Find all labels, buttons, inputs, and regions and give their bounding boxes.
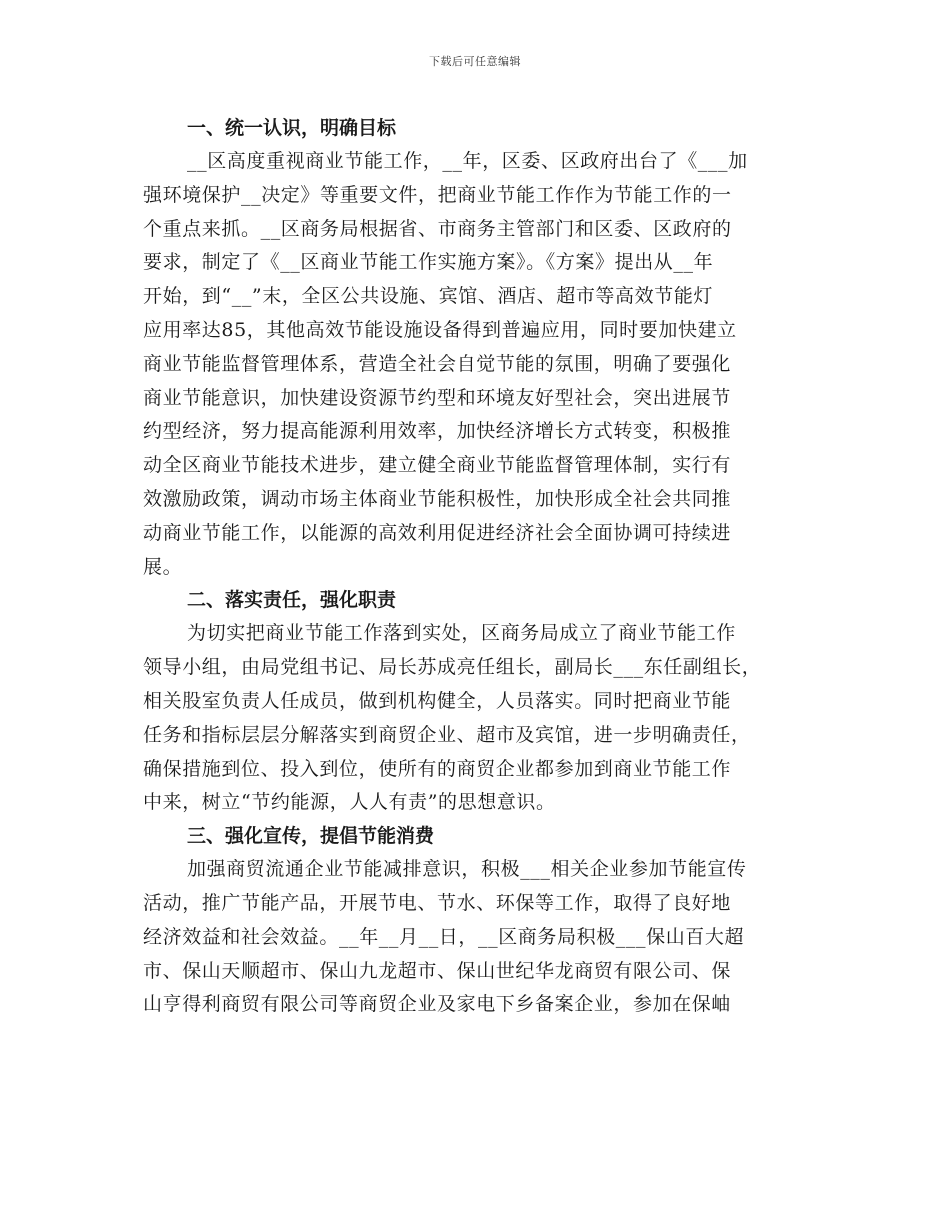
paragraph-line: 约型经济，努力提高能源利用效率，加快经济增长方式转变，积极推 — [143, 420, 732, 443]
paragraph-line: 效激励政策，调动市场主体商业节能积极性，加快形成全社会共同推 — [143, 487, 732, 510]
section-heading: 一、统一认识，明确目标 — [187, 117, 397, 139]
paragraph-line: 活动，推广节能产品，开展节电、节水、环保等工作，取得了良好地 — [143, 891, 732, 914]
section-1 — [143, 112, 808, 584]
paragraph-line: 山亨得利商贸有限公司等商贸企业及家电下乡备案企业，参加在保岫 — [143, 993, 732, 1016]
section-heading: 二、落实责任，强化职责 — [187, 589, 397, 612]
paragraph-line: 动商业节能工作，以能源的高效利用促进经济社会全面协调可持续进 — [143, 521, 732, 544]
paragraph-line: 展。 — [143, 555, 183, 578]
paragraph-line: 相关股室负责人任成员，做到机构健全，人员落实。同时把商业节能 — [143, 689, 732, 712]
paragraph-line: 中来，树立“节约能源，人人有责”的思想意识。 — [143, 791, 556, 814]
section-2 — [143, 584, 808, 820]
document-body — [143, 112, 808, 1022]
paragraph-line: 强环境保护__决定》等重要文件，把商业节能工作作为节能工作的一 — [143, 183, 732, 206]
paragraph-line: 加强商贸流通企业节能减排意识，积极___相关企业参加节能宣传 — [187, 858, 747, 881]
section-heading: 三、强化宣传，提倡节能消费 — [187, 825, 435, 848]
paragraph-line: 任务和指标层层分解落实到商贸企业、超市及宾馆，进一步明确责任， — [143, 723, 751, 746]
paragraph-line: 商业节能监督管理体系，营造全社会自觉节能的氛围，明确了要强化 — [143, 352, 732, 375]
paragraph-line: 个重点来抓。__区商务局根据省、市商务主管部门和区委、区政府的 — [143, 217, 732, 240]
paragraph-line: 商业节能意识，加快建设资源节约型和环境友好型社会，突出进展节 — [143, 386, 732, 409]
paragraph-line: 要求，制定了《__区商业节能工作实施方案》。《方案》提出从__年 — [143, 251, 714, 274]
paragraph-line: 应用率达85，其他高效节能设施设备得到普遍应用，同时要加快建立 — [143, 318, 737, 341]
paragraph-line: __区高度重视商业节能工作，__年，区委、区政府出台了《___加 — [187, 150, 748, 172]
paragraph-line: 动全区商业节能技术进步，建立健全商业节能监督管理体制，实行有 — [143, 454, 732, 477]
page-header-note: 下载后可任意编辑 — [429, 55, 521, 68]
paragraph-line: 开始，到“__”末，全区公共设施、宾馆、酒店、超市等高效节能灯 — [143, 285, 714, 308]
paragraph-line: 市、保山天顺超市、保山九龙超市、保山世纪华龙商贸有限公司、保 — [143, 959, 732, 982]
section-3 — [143, 820, 808, 1022]
paragraph-line: 确保措施到位、投入到位，使所有的商贸企业都参加到商业节能工作 — [143, 757, 732, 780]
paragraph-line: 为切实把商业节能工作落到实处，区商务局成立了商业节能工作 — [187, 622, 736, 645]
paragraph-line: 领导小组，由局党组书记、局长苏成亮任组长，副局长___东任副组长， — [143, 656, 762, 679]
paragraph-line: 经济效益和社会效益。__年__月__日，__区商务局积极___保山百大超 — [143, 925, 745, 948]
